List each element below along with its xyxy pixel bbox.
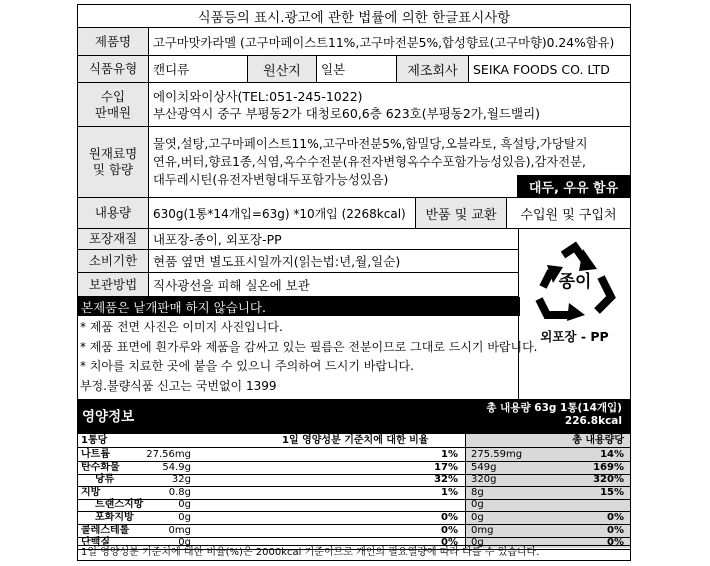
nutrition-title: 영양정보 (82, 409, 135, 425)
food-label (77, 4, 631, 561)
nutrition-header (78, 399, 630, 433)
nutrition-column-header (78, 434, 630, 448)
refund-value: 수입원 및 구입처 (506, 198, 630, 228)
origin-label: 원산지 (247, 56, 316, 82)
notice-image: * 제품 전면 사진은 이미지 사진입니다. (80, 320, 283, 334)
importer-label (78, 83, 149, 126)
nutrient-total-pct: 320% (593, 474, 624, 486)
net-weight-label: 내용량 (78, 198, 149, 228)
nutrient-total-pct: 0% (607, 524, 624, 536)
expiry-value: 현품 옆면 별도표시일까지(읽는법:년,월,일순) (153, 254, 401, 269)
net-weight-value: 630g(1통*14개입=63g) *10개입 (2268kcal) (153, 206, 406, 221)
nutrient-amount: 54.9g (162, 461, 191, 473)
nutrient-amount: 0g (178, 512, 191, 523)
expiry-row (78, 250, 518, 273)
importer-contact: 에이치와이상사(TEL:051-245-1022) (153, 88, 363, 104)
nutrient-name: 당류 (95, 474, 115, 486)
food-type-row (78, 56, 630, 83)
col-daily-value: 1일 영양성분 기준치에 대한 비율 (282, 435, 429, 446)
notice-powder: * 제품 표면에 흰가루와 제품을 감싸고 있는 필름은 전분이므로 그대로 드시기 바랍니다. (80, 339, 538, 354)
recycle-caption: 외포장 - PP (540, 329, 609, 344)
packaging-row (78, 229, 518, 250)
nutrient-total-pct: 0% (607, 537, 624, 549)
nutrient-total-amount: 320g (471, 474, 497, 486)
recycle-mark-area (518, 229, 630, 405)
nutrition-table (78, 433, 630, 548)
col-per-serving: 1통당 (81, 435, 108, 446)
nutrient-daily-pct: 0% (441, 524, 458, 536)
nutrient-name: 트랜스지방 (95, 499, 144, 511)
importer-label-line1: 수입 (100, 88, 126, 104)
product-name-value: 고구마맛카라멜 (고구마페이스트11%,고구마전분5%,합성향료(고구마향)0.24%함유) (153, 35, 615, 50)
nutrient-total-amount: 0g (471, 512, 484, 523)
nutrient-name: 나트륨 (81, 449, 110, 460)
recycle-symbol-text: 종이 (558, 272, 592, 292)
ingredients-label-line2: 및 함량 (92, 162, 134, 177)
col-total: 총 내용량당 (572, 435, 624, 446)
nutrient-daily-pct: 1% (441, 486, 458, 498)
importer-address: 부산광역시 중구 부평동2가 대청로60,6층 623호(부평동2가,월드밸리) (153, 105, 541, 121)
notice-list (80, 318, 538, 396)
nutrient-total-pct: 15% (600, 486, 624, 498)
nutrient-amount: 0.8g (168, 486, 191, 498)
origin-value: 일본 (316, 56, 396, 82)
net-weight-row (78, 198, 630, 229)
nutrition-footer: 1일 영양성분 기준치에 대한 비율(%)은 2000kcal 기준이므로 개인의 필요열량에 따라 다를 수 있습니다. (78, 545, 630, 560)
nutrient-name: 탄수화물 (81, 461, 120, 473)
notice-report: 부정.불량식품 신고는 국번없이 1399 (80, 378, 277, 393)
product-name-row (78, 28, 630, 56)
nutrient-name: 콜레스테롤 (81, 524, 130, 536)
nutrient-amount: 0mg (168, 524, 191, 536)
nutrient-name: 지방 (81, 486, 101, 498)
importer-row (78, 83, 630, 127)
refund-label: 반품 및 교환 (415, 198, 506, 228)
nutrition-total-info (486, 402, 622, 428)
nutrient-total-amount: 0g (471, 499, 484, 511)
nutrient-daily-pct: 0% (441, 512, 458, 523)
nutrient-total-amount: 275.59mg (471, 449, 523, 460)
nutrient-total-pct: 0% (607, 512, 624, 523)
ingredients-line-3: 대두레시틴(유전자변형대두포함가능성있음) (153, 173, 389, 187)
ingredients-line-2: 연유,버터,향료1종,식염,옥수수전분(유전자변형옥수수포함가능성있음),감자전분, (153, 155, 586, 169)
nutrient-amount: 32g (171, 474, 191, 486)
nutrient-total-pct: 169% (593, 461, 624, 473)
nutrient-name: 단백질 (81, 537, 110, 549)
ingredients-row (78, 127, 630, 198)
manufacturer-value: SEIKA FOODS CO. LTD (468, 56, 630, 82)
nutrient-daily-pct: 1% (441, 449, 458, 460)
nutrient-total-amount: 549g (471, 461, 497, 473)
packaging-label: 포장재질 (78, 229, 149, 249)
nutrient-amount: 0g (178, 537, 191, 549)
nutrient-name: 포화지방 (95, 512, 134, 523)
no-individual-sale-notice: 본제품은 낱개판매 하지 않습니다. (78, 297, 520, 316)
importer-label-line2: 판매원 (94, 104, 132, 120)
importer-value (149, 83, 630, 126)
nutrition-total-serving: 총 내용량 63g 1통(14개입) (486, 402, 622, 414)
notice-teeth: * 치아를 치료한 곳에 붙을 수 있으니 주의하여 드시기 바랍니다. (80, 359, 414, 373)
nutrient-total-amount: 0mg (471, 524, 494, 536)
product-name-label: 제품명 (78, 28, 149, 55)
nutrient-total-amount: 8g (471, 486, 484, 498)
storage-row (78, 273, 518, 297)
storage-value: 직사광선을 피해 실온에 보관 (153, 277, 310, 293)
ingredients-label-line1: 원재료명 (88, 146, 138, 162)
expiry-label: 소비기한 (78, 250, 149, 272)
label-title-row (78, 5, 630, 28)
manufacturer-label: 제조회사 (396, 56, 468, 82)
allergy-badge: 대두, 우유 함유 (517, 175, 630, 197)
ingredients-label (78, 127, 149, 197)
packaging-value: 내포장-종이, 외포장-PP (153, 232, 282, 247)
nutrient-total-amount: 0g (471, 537, 484, 549)
nutrition-total-kcal: 226.8kcal (564, 415, 622, 427)
nutrient-daily-pct: 32% (434, 474, 458, 486)
nutrient-daily-pct: 17% (434, 461, 458, 473)
nutrient-daily-pct: 0% (441, 537, 458, 549)
food-type-value: 캔디류 (153, 62, 190, 77)
storage-label: 보관방법 (78, 273, 149, 296)
label-title: 식품등의 표시.광고에 관한 법률에 의한 한글표시사항 (197, 10, 511, 26)
nutrient-amount: 0g (178, 499, 191, 511)
nutrient-amount: 27.56mg (146, 449, 191, 460)
nutrient-total-pct: 14% (600, 449, 624, 460)
ingredients-line-1: 물엿,설탕,고구마페이스트11%,고구마전분5%,함밀당,오블라토, 흑설탕,가당탈지 (153, 137, 588, 151)
food-type-label: 식품유형 (78, 56, 149, 82)
